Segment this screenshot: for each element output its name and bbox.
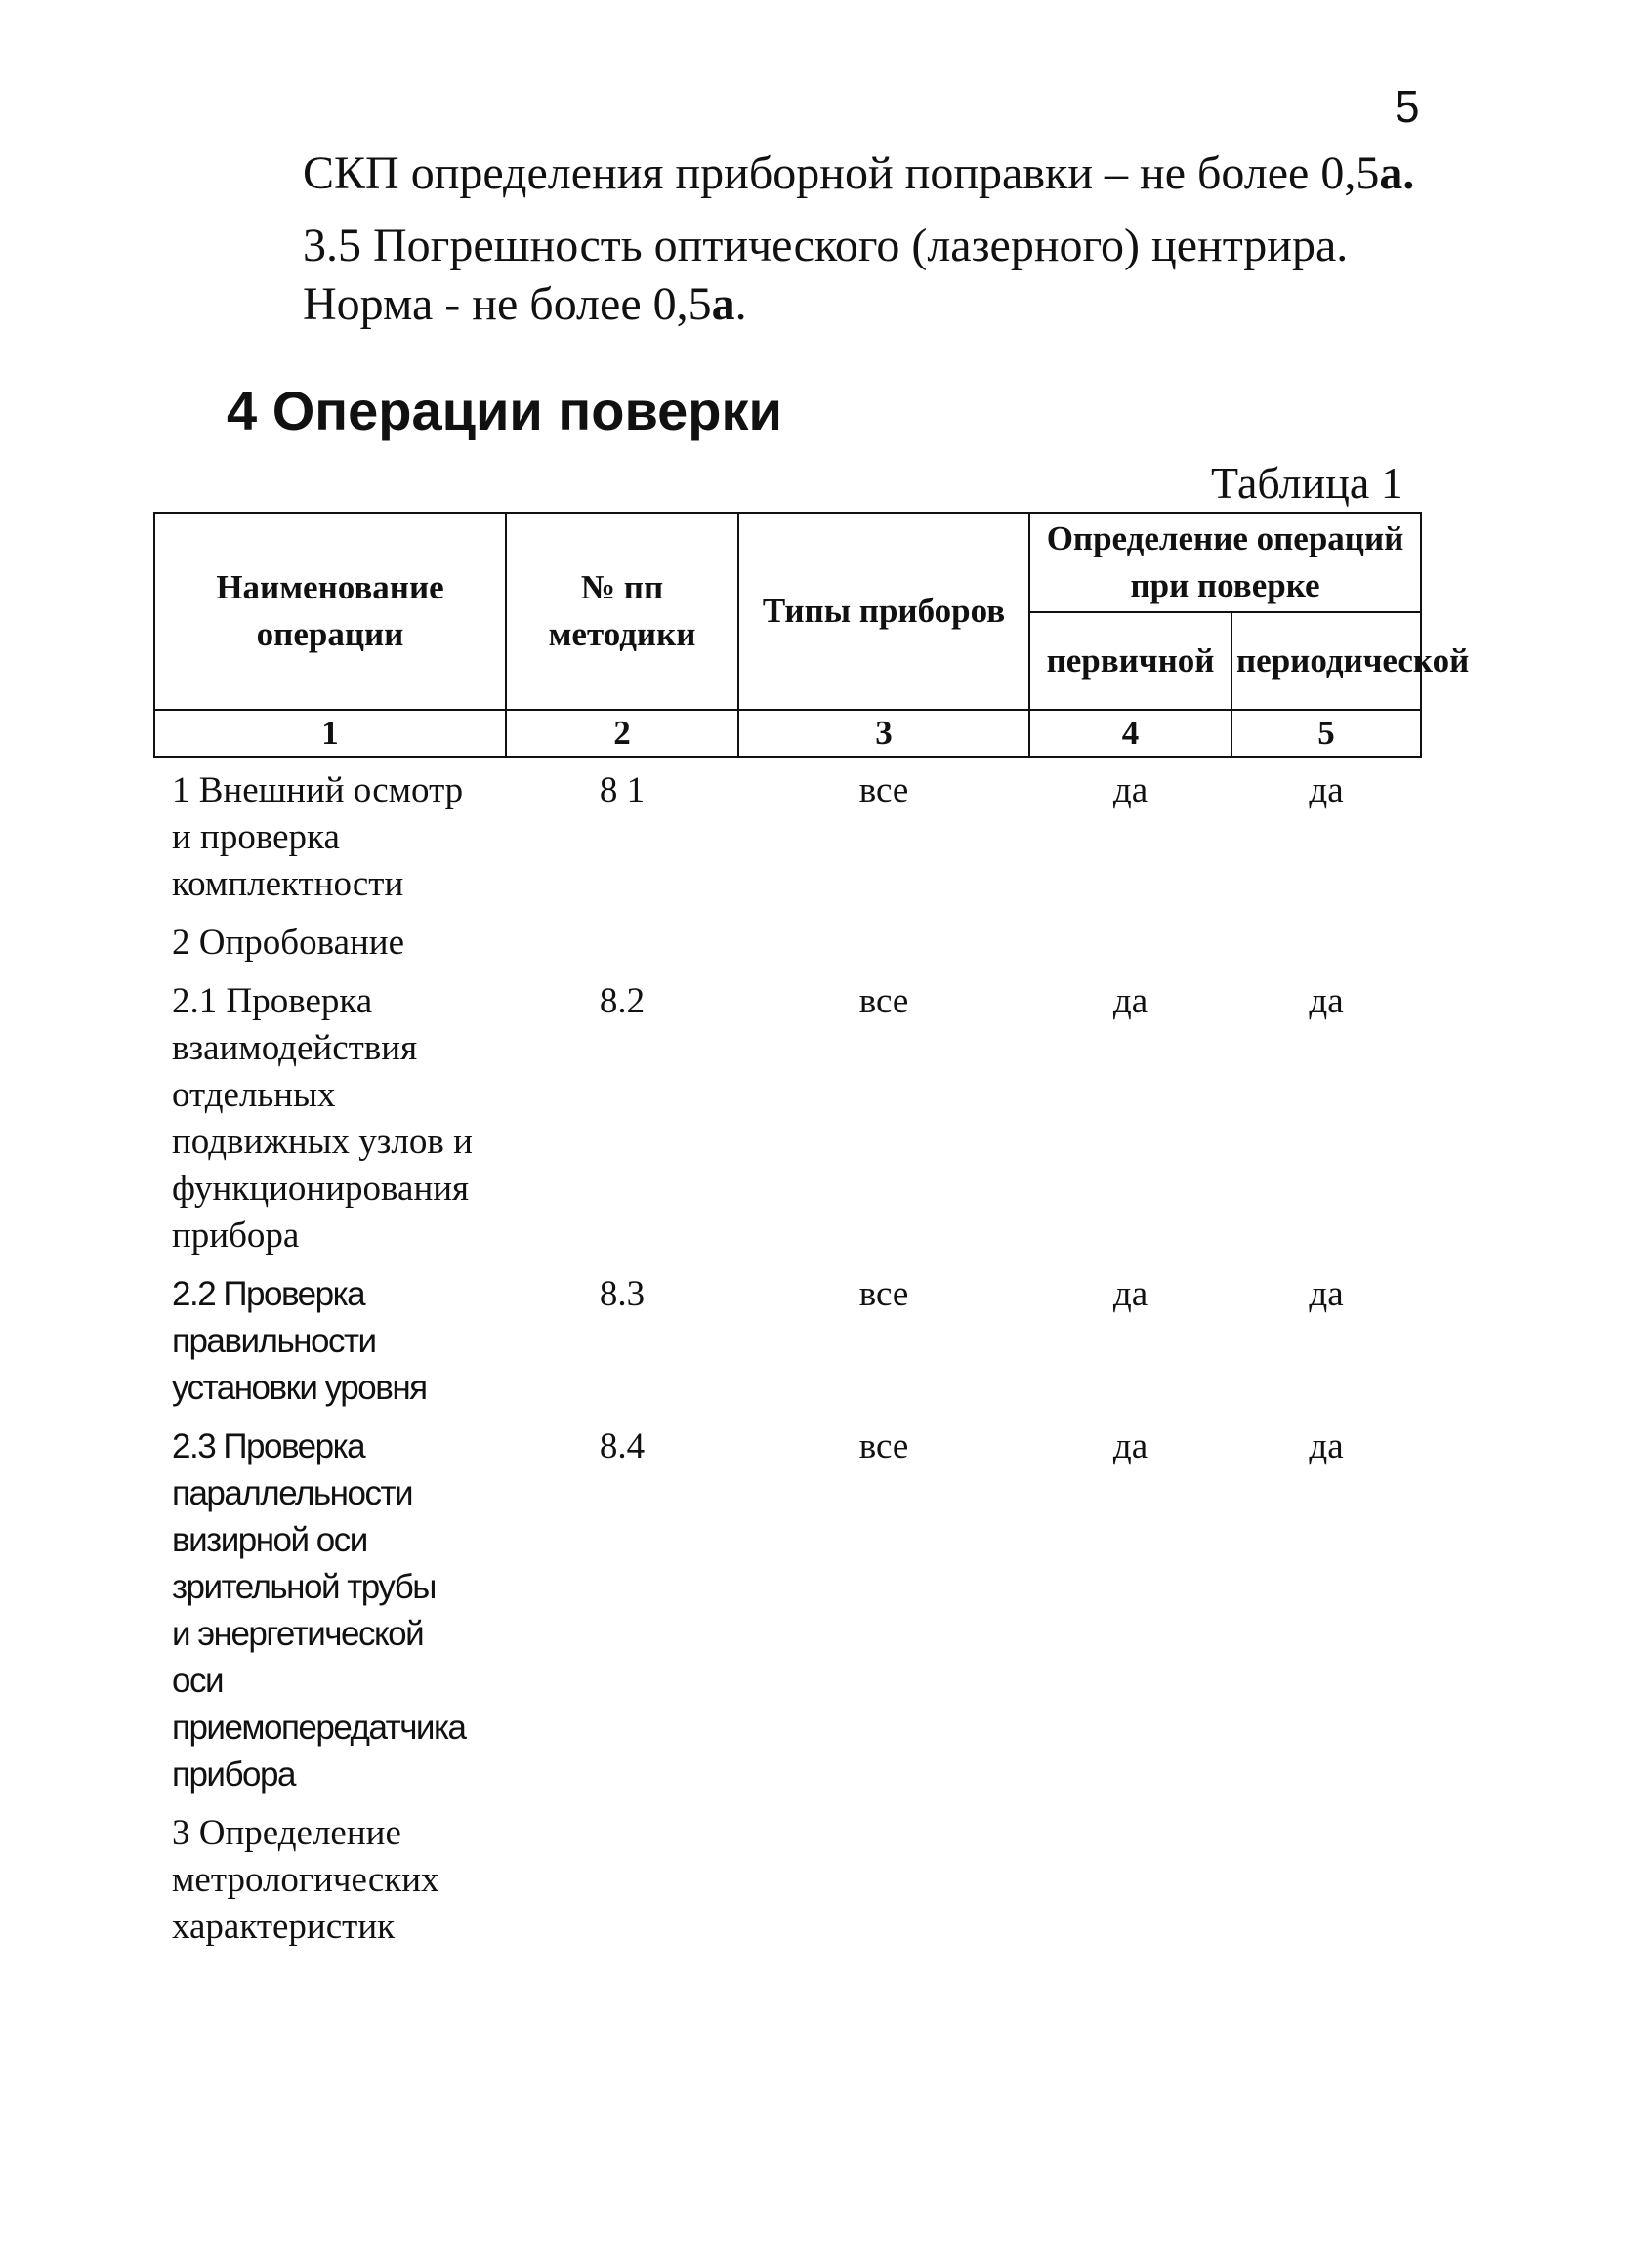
cell-method-number: 8.2 [599, 981, 646, 1021]
table-row [154, 1798, 1421, 1951]
cell-periodic: да [1309, 770, 1344, 810]
cell-periodic [1231, 908, 1421, 967]
header-operations-definition: Определение операций при поверке [1029, 513, 1421, 612]
cell-operation-name: 3 Определение метрологических характеристик [172, 1813, 439, 1947]
paragraph-bold-symbol: a. [1379, 147, 1415, 199]
paragraph-norm [303, 275, 747, 334]
page-number: 5 [1395, 81, 1420, 132]
header-device-types: Типы приборов [738, 513, 1029, 710]
section-heading: 4 Операции поверки [227, 380, 782, 441]
cell-device-types: все [858, 981, 909, 1021]
cell-device-types [738, 908, 1029, 967]
paragraph-text: СКП определения приборной поправки – не более 0,5 [303, 147, 1380, 199]
paragraph-bold-symbol: a [711, 278, 735, 330]
cell-method-number [506, 1798, 738, 1951]
column-number: 1 [154, 710, 506, 757]
header-periodic: периодической [1231, 612, 1421, 710]
cell-operation-name: 2 Опробование [172, 923, 405, 963]
cell-periodic [1231, 1798, 1421, 1951]
cell-operation-name: 1 Внешний осмотр и проверка комплектности [172, 770, 464, 904]
cell-operation-name: 2.2 Проверка правильности установки уровня [172, 1275, 427, 1407]
table-row [154, 1259, 1421, 1412]
cell-device-types: все [858, 1426, 909, 1466]
cell-primary [1029, 908, 1231, 967]
paragraph-end: . [734, 278, 747, 330]
cell-primary: да [1112, 981, 1148, 1021]
cell-periodic: да [1309, 981, 1344, 1021]
cell-device-types: все [858, 770, 909, 810]
table-row [154, 967, 1421, 1259]
column-number: 2 [506, 710, 738, 757]
cell-primary [1029, 1798, 1231, 1951]
operations-table [153, 512, 1470, 1951]
column-number: 4 [1029, 710, 1231, 757]
header-method-number: № пп методики [506, 513, 738, 710]
cell-periodic: да [1309, 1274, 1344, 1314]
cell-primary: да [1112, 1426, 1148, 1466]
paragraph-correction-error [303, 144, 1414, 203]
cell-method-number: 8.3 [599, 1274, 646, 1314]
cell-device-types: все [858, 1274, 909, 1314]
cell-periodic: да [1309, 1426, 1344, 1466]
cell-method-number [506, 908, 738, 967]
table-row [154, 908, 1421, 967]
cell-operation-name: 2.3 Проверка параллельности визирной оси зрительной трубы и энергетической оси приемопередатчика прибора [172, 1427, 466, 1794]
cell-operation-name: 2.1 Проверка взаимодействия отдельных подвижных узлов и функционирования прибора [172, 981, 473, 1256]
table-row [154, 1412, 1421, 1798]
cell-method-number: 8.4 [599, 1426, 646, 1466]
cell-method-number: 8 1 [599, 770, 646, 810]
column-number: 3 [738, 710, 1029, 757]
cell-device-types [738, 1798, 1029, 1951]
cell-primary: да [1112, 770, 1148, 810]
column-number: 5 [1231, 710, 1421, 757]
paragraph-centering-error: 3.5 Погрешность оптического (лазерного) центрира. [303, 220, 1349, 271]
cell-primary: да [1112, 1274, 1148, 1314]
table-row [154, 757, 1421, 908]
table-caption: Таблица 1 [1211, 458, 1403, 508]
header-primary: первичной [1029, 612, 1231, 710]
paragraph-text: Норма - не более 0,5 [303, 278, 712, 330]
header-operation-name: Наименование операции [154, 513, 506, 710]
